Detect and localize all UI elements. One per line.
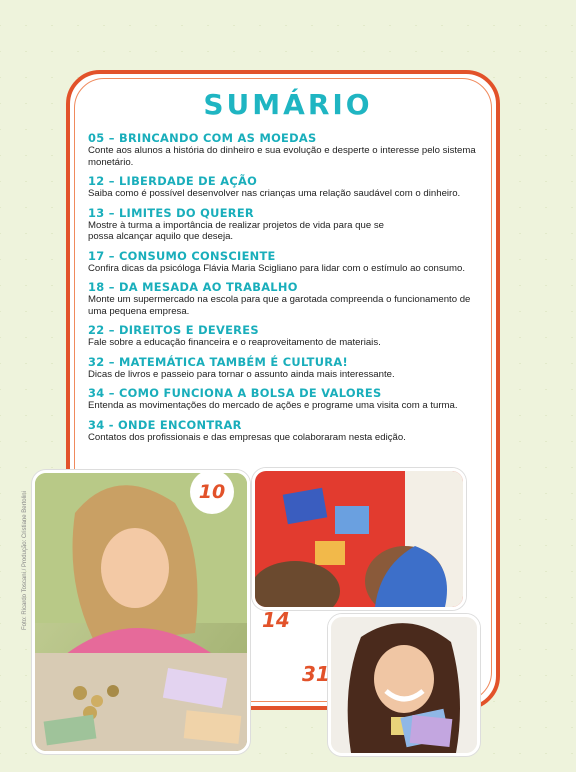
toc-entry[interactable] bbox=[88, 419, 488, 444]
toc-entry[interactable] bbox=[88, 175, 488, 200]
toc-entry[interactable] bbox=[88, 207, 488, 243]
toc-entry-heading: 17 – CONSUMO CONSCIENTE bbox=[88, 248, 276, 263]
page-number-badge: 10 bbox=[190, 470, 234, 514]
toc-entry-description: Dicas de livros e passeio para tornar o assunto ainda mais interessante. bbox=[88, 368, 395, 380]
toc-entry[interactable] bbox=[88, 281, 488, 317]
table-of-contents bbox=[88, 132, 488, 450]
girl-photo[interactable] bbox=[328, 614, 480, 756]
photo-credit: Foto: Ricardo Toscani / Produção: Cristiane Bertolini bbox=[22, 491, 28, 630]
toc-entry-description: Fale sobre a educação financeira e o reaproveitamento de materiais. bbox=[88, 337, 381, 348]
toc-entry-heading: 18 – DA MESADA AO TRABALHO bbox=[88, 280, 298, 294]
toc-entry[interactable] bbox=[88, 324, 488, 349]
toc-entry-heading: 34 – COMO FUNCIONA A BOLSA DE VALORES bbox=[88, 386, 382, 400]
toc-entry[interactable] bbox=[88, 356, 488, 381]
page-number: 14 bbox=[262, 608, 290, 632]
page-title: SUMÁRIO bbox=[203, 88, 373, 121]
toc-entry-description: Conte aos alunos a história do dinheiro e sua evolução e desperte o interesse pelo sistema monetário. bbox=[88, 145, 476, 168]
toc-entry-heading: 13 – LIMITES DO QUERER bbox=[88, 205, 255, 220]
toc-entry-description: Mostre à turma a importância de realizar projetos de vida para que se possa alcançar aquilo que deseja. bbox=[88, 219, 384, 242]
toc-entry-description: Contatos dos profissionais e das empresas que colaboraram nesta edição. bbox=[88, 431, 406, 443]
toc-entry[interactable] bbox=[88, 387, 488, 412]
toc-entry[interactable] bbox=[88, 250, 488, 275]
toc-entry-description: Confira dicas da psicóloga Flávia Maria Scigliano para lidar com o estímulo ao consumo. bbox=[88, 262, 466, 274]
toc-entry-heading: 12 – LIBERDADE DE AÇÃO bbox=[88, 174, 258, 188]
toc-entry-heading: 05 – BRINCANDO COM AS MOEDAS bbox=[88, 131, 317, 145]
toc-entry-heading: 34 - ONDE ENCONTRAR bbox=[88, 417, 242, 432]
toc-entry-description: Saiba como é possível desenvolver nas crianças uma relação saudável com o dinheiro. bbox=[88, 188, 461, 199]
toc-entry-description: Monte um supermercado na escola para que a garotada compreenda o funcionamento de uma pequena empresa. bbox=[88, 294, 471, 317]
toc-entry-description: Entenda as movimentações do mercado de ações e programe uma visita com a turma. bbox=[88, 400, 458, 411]
craft-photo[interactable] bbox=[252, 468, 466, 610]
toc-entry-heading: 32 – MATEMÁTICA TAMBÉM É CULTURA! bbox=[88, 354, 348, 369]
toc-entry-heading: 22 – DIREITOS E DEVERES bbox=[88, 323, 259, 337]
page-number: 31 bbox=[302, 662, 330, 686]
toc-entry[interactable] bbox=[88, 132, 488, 168]
